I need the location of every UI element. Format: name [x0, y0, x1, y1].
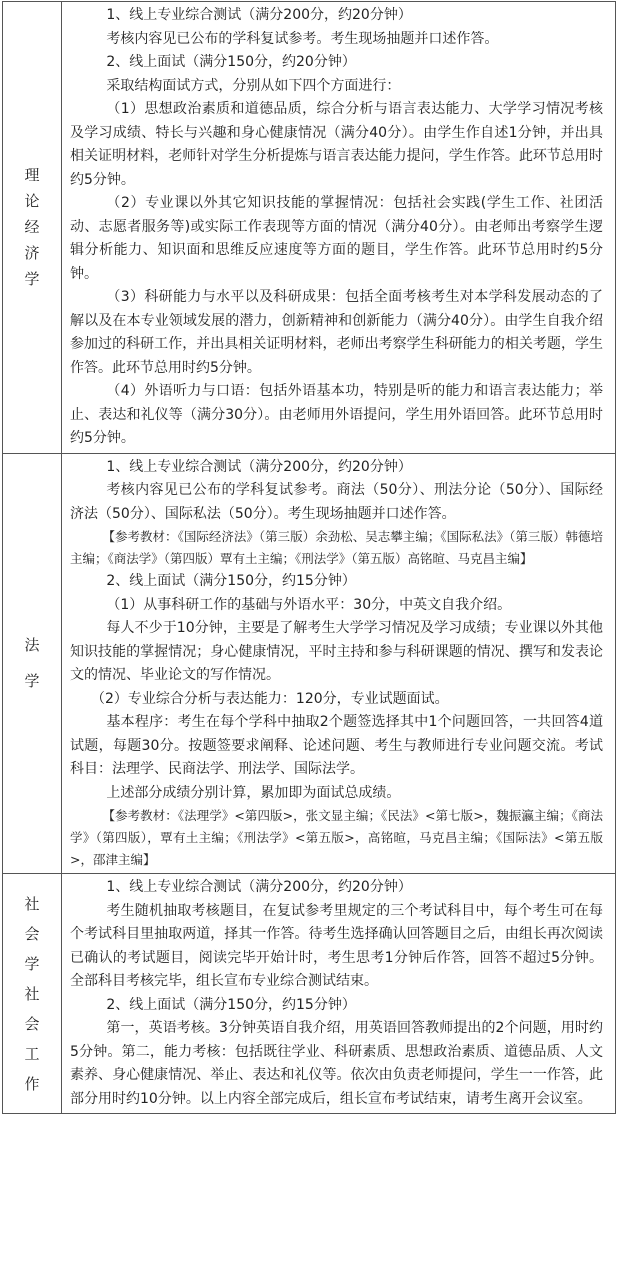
subject-char: 工 [24, 1044, 40, 1063]
subject-char: 学 [24, 672, 40, 691]
content-paragraph: （1）思想政治素质和道德品质，综合分析与语言表达能力、大学学习情况考核及学习成绩、特长与兴趣和身心健康情况（满分40分）。由学生作自述1分钟，并出具相关证明材料，老师针对学生分析提炼与语言表达能力提问，学生作答。此环节总用时约5分钟。 [70, 101, 603, 188]
content-paragraph: （2）专业综合分析与表达能力：120分，专业试题面试。 [91, 690, 449, 707]
content-paragraph: 1、线上专业综合测试（满分200分，约20分钟） [106, 7, 412, 23]
content-paragraph: 2、线上面试（满分150分，约20分钟） [106, 54, 356, 70]
content-paragraph: 上述部分成绩分别计算，累加即为面试总成绩。 [106, 784, 401, 801]
subject-char: 社 [24, 894, 40, 913]
content-paragraph: 考核内容见已公布的学科复试参考。商法（50分）、刑法分论（50分）、国际经济法（50分）、国际私法（50分）。考生现场抽题并口述作答。 [70, 482, 603, 522]
subject-char: 法 [24, 636, 40, 655]
content-paragraph: 1、线上专业综合测试（满分200分，约20分钟） [106, 879, 412, 895]
subject-cell [3, 453, 62, 874]
subject-label [3, 162, 61, 292]
subject-char: 理 [24, 166, 40, 185]
table-row-law [3, 453, 616, 874]
reference-note: 【参考教材：《法理学》<第四版>，张文显主编；《民法》<第七版>，魏振瀛主编；《商法学》（第四版），覃有土主编；《刑法学》<第五版>，高铭暄，马克昌主编；《国际法》<第五版>，邵津主编】 [70, 808, 603, 867]
content-cell [62, 2, 616, 454]
content-paragraph: （2）专业课以外其它知识技能的掌握情况：包括社会实践(学生工作、社团活动、志愿者服务等)或实际工作表现等方面的情况（满分40分）。由老师出考察学生逻辑分析能力、知识面和思维反应速度等方面的题目，学生作答。此环节总用时约5分钟。 [70, 195, 603, 282]
subject-char: 论 [24, 192, 40, 211]
subject-char: 学 [24, 954, 40, 973]
content-cell [62, 453, 616, 874]
table-row-sociology-social-work [3, 874, 616, 1114]
exam-table [2, 1, 616, 1114]
subject-char: 社 [24, 984, 40, 1003]
subject-char: 学 [24, 270, 40, 289]
subject-label [3, 889, 61, 1099]
content-paragraph: 第一，英语考核。3分钟英语自我介绍，用英语回答教师提出的2个问题，用时约5分钟。第二，能力考核：包括既往学业、科研素质、思想政治素质、道德品质、人文素养、身心健康情况、举止、表达和礼仪等。依次由负责老师提问，学生一一作答，此部分用时约10分钟。以上内容全部完成后，组长宣布考试结束，请考生离开会议室。 [70, 1020, 603, 1107]
content-paragraph: 基本程序：考生在每个学科中抽取2个题签选择其中1个问题回答，一共回答4道试题，每题30分。按题签要求阐释、论述问题、考生与教师进行专业问题交流。考试科目：法理学、民商法学、刑法学、国际法学。 [70, 714, 603, 777]
content-paragraph: 考核内容见已公布的学科复试参考。考生现场抽题并口述作答。 [106, 30, 499, 47]
subject-char: 会 [24, 1014, 40, 1033]
content-paragraph: 1、线上专业综合测试（满分200分，约20分钟） [106, 458, 412, 475]
content-paragraph: 2、线上面试（满分150分，约15分钟） [106, 996, 356, 1013]
subject-cell [3, 2, 62, 454]
content-paragraph: （3）科研能力与水平以及科研成果：包括全面考核考生对本学科发展动态的了解以及在本专业领域发展的潜力，创新精神和创新能力（满分40分）。由学生自我介绍参加过的科研工作，并出具相关证明材料，老师出考察学生科研能力的相关考题，学生作答。此环节总用时约5分钟。 [70, 289, 603, 376]
content-paragraph: （4）外语听力与口语：包括外语基本功，特别是听的能力和语言表达能力；举止、表达和礼仪等（满分30分）。由老师用外语提问，学生用外语回答。此环节总用时约5分钟。 [70, 383, 603, 446]
content-paragraph: 2、线上面试（满分150分，约15分钟） [106, 573, 356, 589]
content-paragraph: （1）从事科研工作的基础与外语水平：30分，中英文自我介绍。 [106, 596, 512, 613]
content-cell [62, 874, 616, 1114]
subject-char: 作 [24, 1074, 40, 1093]
content-paragraph: 采取结构面试方式，分别从如下四个方面进行： [106, 77, 401, 94]
content-paragraph: 每人不少于10分钟，主要是了解考生大学学习情况及学习成绩；专业课以外其他知识技能的掌握情况；身心健康情况，平时主持和参与科研课题的情况、撰写和发表论文的情况、毕业论文的写作情况。 [70, 620, 603, 683]
subject-char: 经 [24, 218, 40, 237]
subject-char: 会 [24, 924, 40, 943]
subject-cell [3, 874, 62, 1114]
subject-char: 济 [24, 244, 40, 263]
table-row-theoretical-economics [3, 2, 616, 454]
reference-note: 【参考教材：《国际经济法》（第三版）余劲松、吴志攀主编；《国际私法》（第三版）韩德培主编；《商法学》（第四版）覃有土主编；《刑法学》（第五版）高铭暄、马克昌主编】 [70, 529, 603, 566]
content-paragraph: 考生随机抽取考核题目，在复试参考里规定的三个考试科目中，每个考生可在每个考试科目里抽取两道，择其一作答。待考生选择确认回答题目之后，由组长再次阅读已确认的考试题目，阅读完毕开始计时，考生思考1分钟后作答，回答不超过5分钟。全部科目考核完毕，组长宣布专业综合测试结束。 [70, 902, 603, 989]
subject-label [3, 627, 61, 699]
